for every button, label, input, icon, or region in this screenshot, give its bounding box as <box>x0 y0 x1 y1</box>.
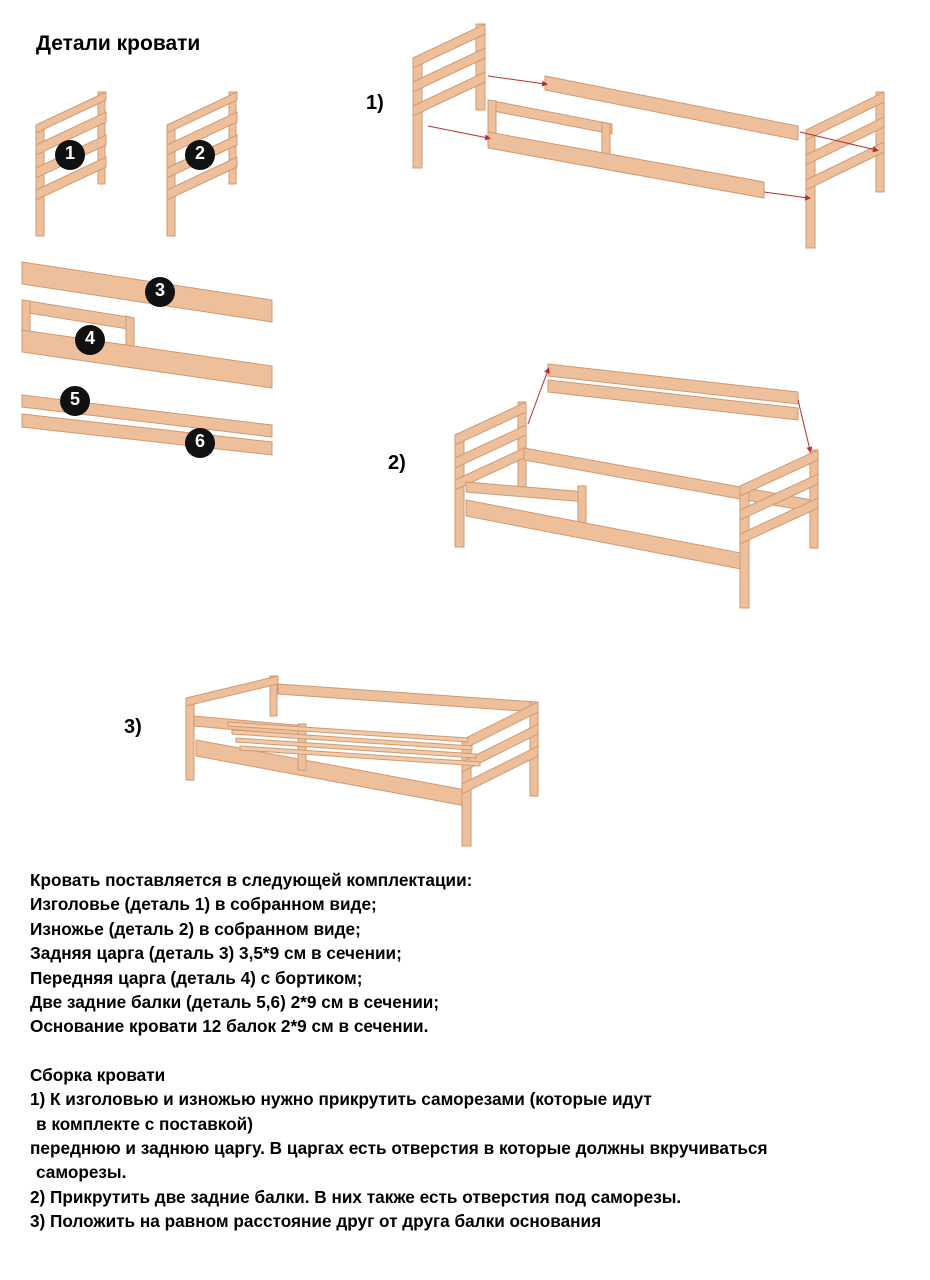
kit-item: Задняя царга (деталь 3) 3,5*9 см в сечении; <box>30 943 402 964</box>
assembly-step-1-cont: в комплекте с поставкой) <box>36 1113 253 1134</box>
marker-4: 4 <box>84 328 95 348</box>
step-label-2: 2) <box>388 452 406 474</box>
assembly-step-2: Прикрутить две задние балки. В них также есть отверстия под саморезы. <box>50 1186 682 1207</box>
kit-item: Две задние балки (деталь 5,6) 2*9 см в сечении; <box>30 992 440 1013</box>
kit-item: Изножье (деталь 2) в собранном виде; <box>30 918 361 939</box>
assembly-heading: Сборка кровати <box>30 1064 166 1085</box>
assembly-step-number: 1) <box>30 1089 46 1110</box>
step-1-scene <box>413 24 884 248</box>
page-title: Детали кровати <box>36 32 201 55</box>
kit-item: Основание кровати 12 балок 2*9 см в сечении. <box>30 1016 429 1037</box>
marker-3: 3 <box>154 280 165 300</box>
marker-6: 6 <box>194 431 205 451</box>
step-label-3: 3) <box>124 716 142 738</box>
step-2-scene <box>455 364 818 608</box>
step-3-scene <box>186 676 538 846</box>
assembly-step-number: 2) <box>30 1186 46 1207</box>
assembly-step-1-cont: саморезы. <box>36 1162 127 1183</box>
marker-2: 2 <box>194 143 205 163</box>
marker-5: 5 <box>69 389 80 409</box>
kit-item: Изголовье (деталь 1) в собранном виде; <box>30 894 377 915</box>
marker-1: 1 <box>64 143 75 163</box>
assembly-step-1-cont: переднюю и заднюю царгу. В царгах есть отверстия в которые должны вкручиваться <box>30 1138 768 1159</box>
assembly-step-number: 3) <box>30 1211 46 1232</box>
step-label-1: 1) <box>366 92 384 114</box>
assembly-step-3: Положить на равном расстояние друг от друга балки основания <box>50 1211 602 1232</box>
kit-heading: Кровать поставляется в следующей комплектации: <box>30 870 473 890</box>
kit-item: Передняя царга (деталь 4) с бортиком; <box>30 967 363 988</box>
assembly-step-1: К изголовью и изножью нужно прикрутить саморезами (которые идут <box>50 1089 652 1110</box>
instructions-text <box>30 868 920 1234</box>
